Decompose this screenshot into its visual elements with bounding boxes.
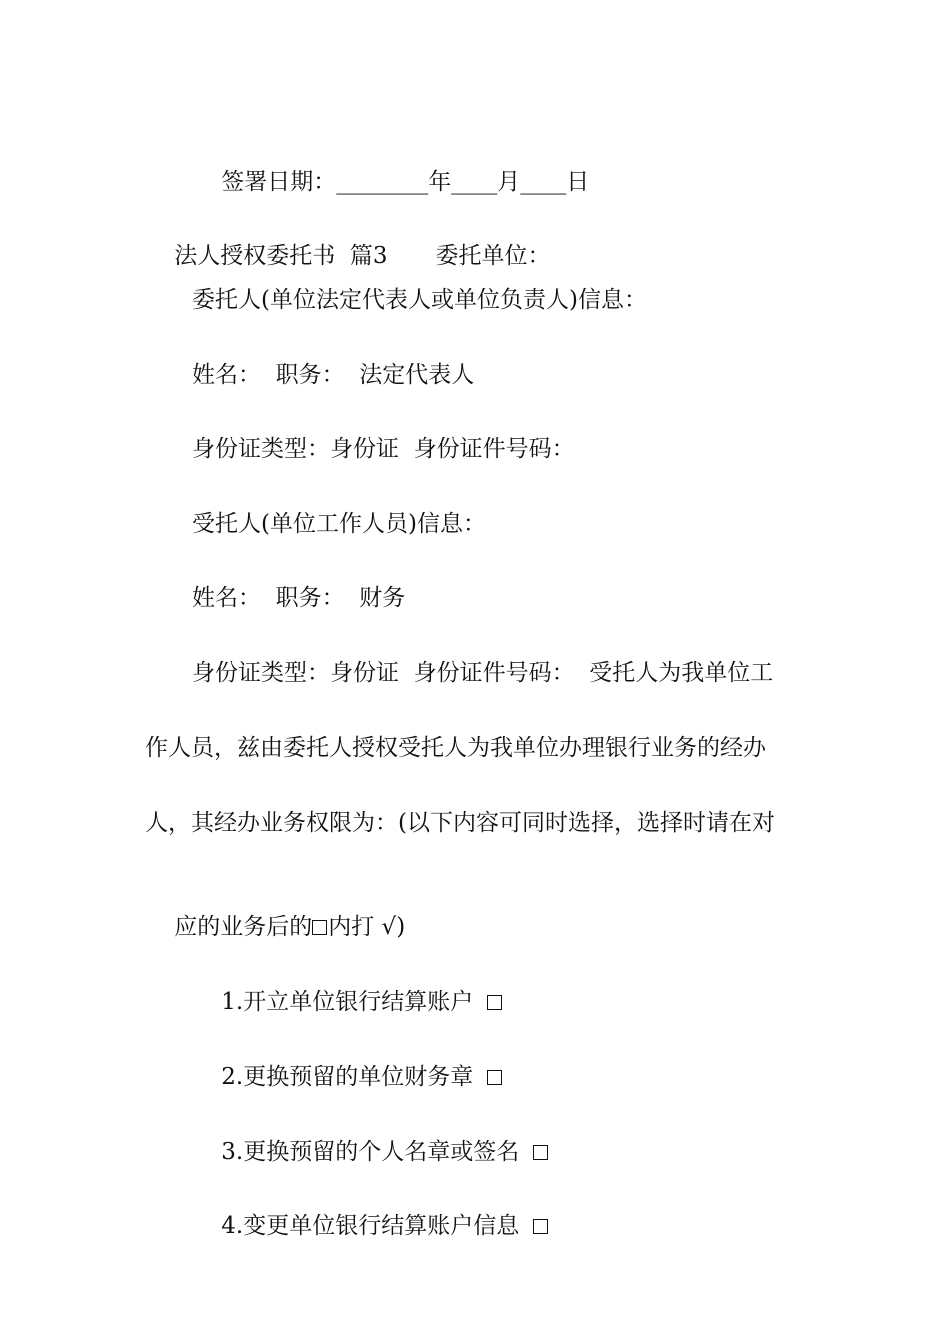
agent-id-line: 身份证类型：身份证 身份证件号码： 受托人为我单位工 bbox=[192, 660, 774, 686]
blank-year: ________ bbox=[336, 169, 429, 195]
principal-name-position: 姓名： 职务： 法定代表人 bbox=[192, 362, 475, 388]
agent-heading: 受托人(单位工作人员)信息： bbox=[192, 511, 486, 537]
paragraph-line-2: 作人员，兹由委托人授权受托人为我单位办理银行业务的经办 bbox=[145, 735, 766, 761]
checkbox-icon[interactable] bbox=[533, 1145, 548, 1160]
option-label: 3.更换预留的个人名章或签名 bbox=[221, 1139, 520, 1165]
option-label: 2.更换预留的单位财务章 bbox=[221, 1064, 474, 1090]
checkbox-icon[interactable] bbox=[487, 995, 502, 1010]
month-label: 月 bbox=[497, 169, 521, 195]
year-label: 年 bbox=[428, 169, 452, 195]
principal-id-line: 身份证类型：身份证 身份证件号码： bbox=[192, 436, 575, 462]
inline-checkbox-icon bbox=[312, 920, 327, 935]
option-label: 4.变更单位银行结算账户信息 bbox=[221, 1213, 520, 1239]
day-label: 日 bbox=[566, 169, 590, 195]
blank-day: ____ bbox=[520, 169, 567, 195]
signature-date-label: 签署日期： bbox=[221, 169, 337, 195]
paragraph-line-3: 人，其经办业务权限为：(以下内容可同时选择，选择时请在对 bbox=[145, 810, 775, 836]
section-title: 法人授权委托书 篇3 bbox=[174, 243, 388, 269]
checkbox-icon[interactable] bbox=[487, 1070, 502, 1085]
paragraph-line-4-start: 应的业务后的 bbox=[174, 914, 313, 940]
option-label: 1.开立单位银行结算账户 bbox=[221, 989, 474, 1015]
option-item bbox=[192, 1181, 548, 1271]
agent-name-position: 姓名： 职务： 财务 bbox=[192, 585, 406, 611]
checkbox-icon[interactable] bbox=[533, 1219, 548, 1234]
blank-month: ____ bbox=[451, 169, 498, 195]
principal-heading: 委托人(单位法定代表人或单位负责人)信息： bbox=[192, 287, 647, 313]
entrusting-unit-label: 委托单位： bbox=[435, 243, 551, 269]
paragraph-line-4-end: 内打 √) bbox=[328, 914, 406, 940]
